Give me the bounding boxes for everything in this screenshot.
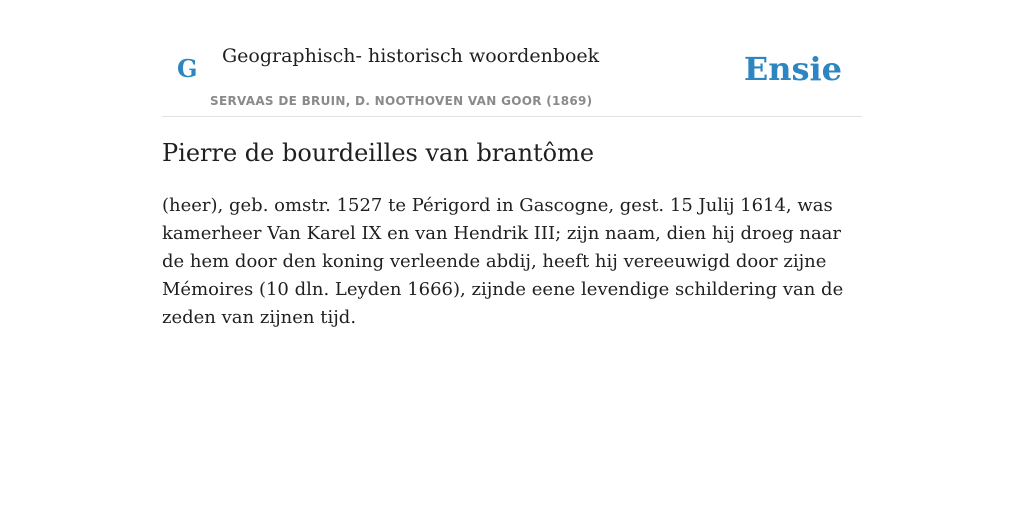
book-authors: SERVAAS DE BRUIN, D. NOOTHOVEN VAN GOOR (1869) bbox=[210, 94, 593, 108]
ensie-logo[interactable]: Ensie bbox=[743, 50, 842, 88]
entry-body: (heer), geb. omstr. 1527 te Périgord in Gascogne, gest. 15 Julij 1614, was kamerheer Van Karel IX en van Hendrik III; zijn naam, dien hij droeg naar de hem door den koning verleende abdij, heeft hij vereeuwigd door zijne Mémoires (10 dln. Leyden 1666), zijnde eene levendige schildering van de zeden van zijnen tijd. bbox=[162, 195, 844, 328]
page-container bbox=[162, 0, 862, 328]
entry-title: Pierre de bourdeilles van brantôme bbox=[162, 139, 595, 167]
book-title-link[interactable]: Geographisch- historisch woordenboek bbox=[222, 45, 600, 67]
book-letter-icon[interactable]: G bbox=[177, 54, 198, 83]
page-header bbox=[162, 0, 862, 117]
